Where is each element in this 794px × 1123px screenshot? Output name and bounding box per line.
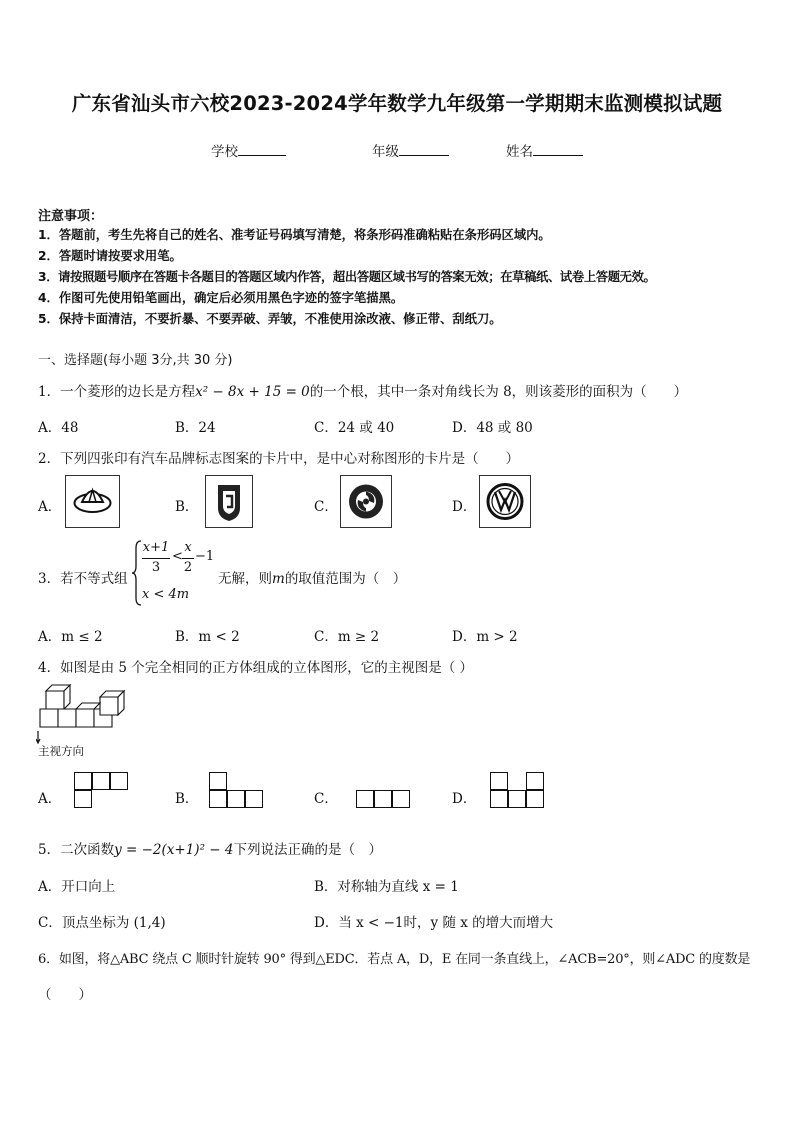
frac2-denominator: 2 — [183, 560, 193, 575]
q5-option-b[interactable]: B．对称轴为直线 x = 1 — [314, 879, 459, 895]
q2-label-b[interactable]: B． — [175, 499, 199, 515]
car-logo-a-icon[interactable] — [65, 475, 120, 528]
grade-field — [372, 140, 449, 160]
q1-option-b[interactable]: B．24 — [175, 420, 216, 436]
cube-solid-figure — [38, 684, 128, 734]
q3-variable-m: m — [272, 571, 285, 587]
view-direction-caption: 主视方向 — [38, 744, 84, 758]
school-field — [211, 140, 286, 160]
question-2: 2．下列四张印有汽车品牌标志图案的卡片中，是中心对称图形的卡片是（ ） — [38, 451, 520, 467]
q3-option-c[interactable]: C．m ≥ 2 — [314, 629, 380, 645]
exam-title: 广东省汕头市六校2023-2024学年数学九年级第一学期期末监测模拟试题 — [71, 92, 723, 115]
q4-view-a[interactable] — [74, 772, 130, 808]
q3-pre: 3．若不等式组 — [38, 571, 128, 587]
q4-view-c[interactable] — [356, 790, 412, 808]
inequality-line-2: x < 4m — [142, 587, 190, 602]
q1-option-c[interactable]: C．24 或 40 — [314, 420, 395, 436]
q3-option-b[interactable]: B．m < 2 — [175, 629, 240, 645]
school-blank[interactable] — [238, 141, 286, 156]
note-item: 4．作图可先使用铅笔画出，确定后必须用黑色字迹的签字笔描黑。 — [38, 291, 404, 305]
grade-label: 年级 — [372, 144, 399, 160]
brace-icon — [132, 540, 142, 606]
grade-blank[interactable] — [399, 141, 449, 156]
notes-heading: 注意事项： — [38, 209, 104, 224]
q3-post — [218, 567, 406, 587]
name-blank[interactable] — [533, 141, 583, 156]
q4-view-b[interactable] — [209, 772, 265, 808]
lt-sign: < — [172, 549, 183, 564]
q1-pre: 1．一个菱形的边长是方程 — [38, 384, 196, 400]
question-6: 6．如图，将△ABC 绕点 C 顺时针旋转 90° 得到△EDC．若点 A，D，E 在同一条直线上，∠ACB=20°，则∠ADC 的度数是 — [38, 952, 751, 967]
view-direction-arrow-icon — [36, 730, 60, 744]
q3-post-text: 无解，则 — [218, 571, 272, 587]
question-5 — [38, 838, 382, 858]
name-label: 姓名 — [506, 144, 533, 160]
car-logo-b-icon[interactable] — [205, 475, 253, 528]
q5-post: 下列说法正确的是（ ） — [233, 842, 382, 858]
q5-pre: 5．二次函数 — [38, 842, 115, 858]
q4-label-a[interactable]: A． — [38, 791, 62, 807]
question-6-answer-blank: （ ） — [38, 987, 92, 1003]
car-logo-d-icon[interactable] — [479, 475, 531, 528]
q1-post: 的一个根，其中一条对角线长为 8，则该菱形的面积为（ ） — [309, 384, 688, 400]
q5-option-d[interactable]: D．当 x < −1时，y 随 x 的增大而增大 — [314, 915, 554, 931]
note-item: 1．答题前，考生先将自己的姓名、准考证号码填写清楚，将条形码准确粘贴在条形码区域内。 — [38, 228, 551, 242]
q2-label-d[interactable]: D． — [452, 499, 477, 515]
note-item: 5．保持卡面清洁，不要折暴、不要弄破、弄皱，不准使用涂改液、修正带、刮纸刀。 — [38, 312, 502, 326]
section-heading: 一、选择题(每小题 3分,共 30 分) — [38, 353, 233, 368]
note-item: 2．答题时请按要求用笔。 — [38, 249, 182, 263]
frac2-numerator: x — [184, 540, 192, 555]
school-label: 学校 — [211, 144, 238, 160]
q3-post-text-2: 的取值范围为（ ） — [284, 571, 407, 587]
q1-equation: x² − 8x + 15 = 0 — [195, 384, 310, 400]
frac1-denominator: 3 — [151, 560, 161, 575]
q2-label-c[interactable]: C． — [314, 499, 338, 515]
question-4: 4．如图是由 5 个完全相同的正方体组成的立体图形，它的主视图是（ ） — [38, 660, 474, 676]
name-field — [506, 140, 583, 160]
car-logo-c-icon[interactable] — [340, 475, 392, 528]
q4-label-c[interactable]: C． — [314, 791, 338, 807]
q5-equation: y = −2(x+1)² − 4 — [114, 842, 234, 858]
q5-option-a[interactable]: A．开口向上 — [38, 879, 116, 895]
q4-view-d[interactable] — [490, 772, 546, 808]
q4-label-b[interactable]: B． — [175, 791, 199, 807]
question-1 — [38, 380, 687, 400]
q3-option-a[interactable]: A．m ≤ 2 — [38, 629, 103, 645]
q1-option-d[interactable]: D．48 或 80 — [452, 420, 533, 436]
frac1-numerator: x+1 — [142, 540, 170, 555]
minus-one: −1 — [195, 549, 215, 564]
note-item: 3．请按照题号顺序在答题卡各题目的答题区域内作答，超出答题区域书写的答案无效；在草稿纸、试卷上答题无效。 — [38, 270, 656, 284]
q1-option-a[interactable]: A．48 — [38, 420, 79, 436]
q5-option-c[interactable]: C．顶点坐标为 (1,4) — [38, 915, 166, 931]
inequality-system — [136, 540, 226, 606]
q3-option-d[interactable]: D．m > 2 — [452, 629, 518, 645]
q2-label-a[interactable]: A． — [38, 499, 62, 515]
q4-label-d[interactable]: D． — [452, 791, 477, 807]
